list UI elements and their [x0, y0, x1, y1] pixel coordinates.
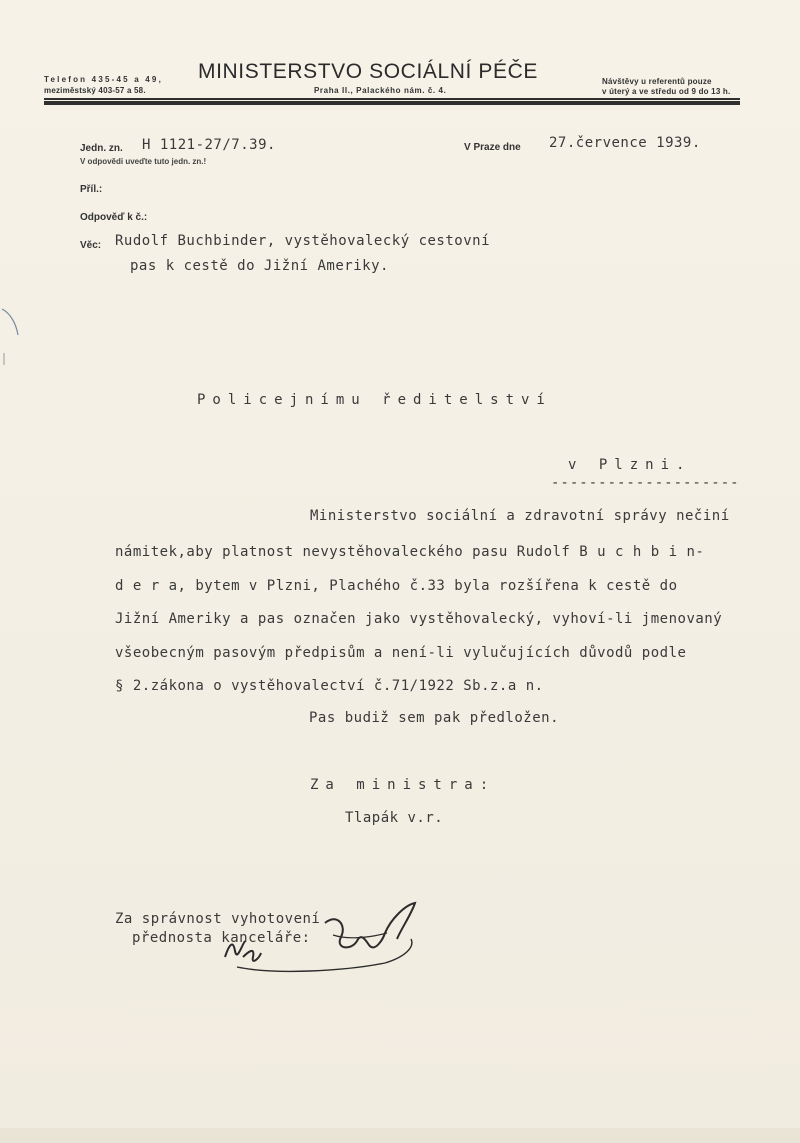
body-line-3: d e r a, bytem v Plzni, Plachého č.33 byla rozšířena k cestě do — [115, 578, 678, 594]
ministry-title: MINISTERSTVO SOCIÁLNÍ PÉČE — [198, 60, 538, 83]
handwritten-signature — [215, 895, 425, 975]
date-value: 27.července 1939. — [549, 135, 701, 151]
reply-label: Odpověď k č.: — [80, 212, 148, 223]
certify-line-1: Za správnost vyhotovení — [115, 911, 321, 927]
phone-line-2: meziměstský 403-57 a 58. — [44, 86, 146, 95]
recipient-underline: -------------------- — [551, 475, 740, 491]
subject-line-2: pas k cestě do Jižní Ameriky. — [130, 258, 389, 274]
body-line-6: § 2.zákona o vystěhovalectví č.71/1922 Sb.z.a n. — [115, 678, 544, 694]
minister-name: Tlapák v.r. — [345, 810, 444, 826]
recipient-line-2: v Plzni. — [568, 457, 692, 473]
certify-line-2: přednosta kanceláře: — [132, 930, 311, 946]
ref-note: V odpovědi uveďte tuto jedn. zn.! — [80, 157, 207, 166]
subject-label: Věc: — [80, 240, 102, 251]
header-rule-thick — [44, 101, 740, 105]
body-closing: Pas budiž sem pak předložen. — [309, 710, 560, 726]
body-line-2: námitek,aby platnost nevystěhovaleckého pasu Rudolf B u c h b i n- — [115, 544, 705, 560]
recipient-line-1: Policejnímu ředitelství — [197, 392, 552, 408]
body-line-4: Jižní Ameriky a pas označen jako vystěhovalecký, vyhoví-li jmenovaný — [115, 611, 723, 627]
place-label: V Praze dne — [464, 142, 521, 153]
ref-value: H 1121-27/7.39. — [142, 137, 276, 153]
left-edge-mark — [0, 305, 20, 375]
for-minister: Za ministra: — [310, 777, 496, 793]
visits-line-1: Návštěvy u referentů pouze — [602, 77, 712, 86]
phone-line-1: Telefon 435-45 a 49, — [44, 75, 163, 84]
ref-label: Jedn. zn. — [80, 143, 123, 154]
body-line-1: Ministerstvo sociální a zdravotní správy nečiní — [310, 508, 730, 524]
attachment-label: Příl.: — [80, 184, 103, 195]
bottom-edge — [0, 1128, 800, 1143]
subject-line-1: Rudolf Buchbinder, vystěhovalecký cestovní — [115, 233, 491, 249]
body-line-5: všeobecným pasovým předpisům a není-li vylučujících důvodů podle — [115, 645, 687, 661]
visits-line-2: v úterý a ve středu od 9 do 13 h. — [602, 87, 731, 96]
header-rule-thin — [44, 98, 740, 100]
ministry-address: Praha II., Palackého nám. č. 4. — [314, 86, 447, 95]
